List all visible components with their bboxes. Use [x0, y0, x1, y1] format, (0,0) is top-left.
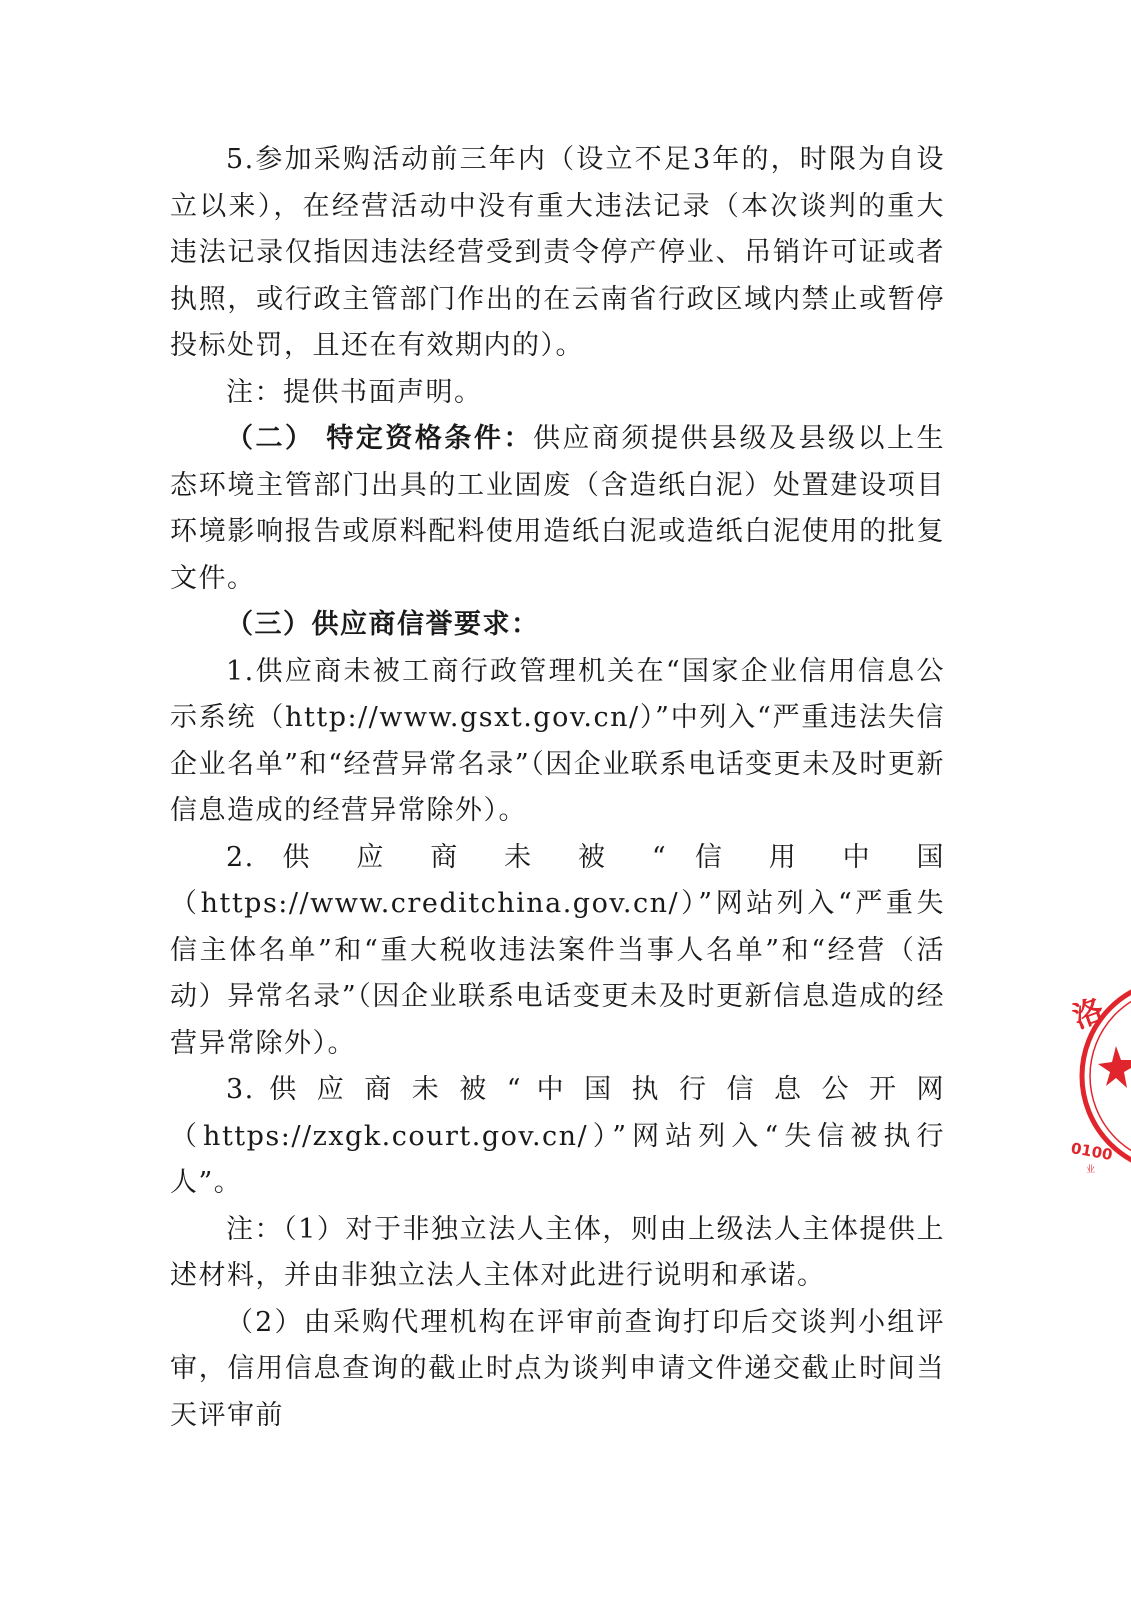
paragraph-credit-2-lead: 2. 供 应 商 未 被 “ 信 用 中 国: [226, 841, 945, 873]
specific-qualification-section: [170, 416, 945, 602]
seal-graphic: [1068, 976, 1131, 1176]
section-heading-2: （二） 特定资格条件：: [226, 423, 533, 454]
svg-text:0100: 0100: [1069, 1139, 1114, 1165]
section-heading-3: （三）供应商信誉要求：: [226, 609, 540, 640]
document-body: [170, 137, 945, 1439]
svg-text:洛: 洛: [1068, 992, 1109, 1036]
note-2: （2）由采购代理机构在评审前查询打印后交谈判小组评审，信用信息查询的截止时点为谈判申请文件递交截止时间当天评审前: [170, 1306, 945, 1431]
section-body-2: 供应商须提供县级及县级以上生态环境主管部门出具的工业固废（含造纸白泥）处置建设项目环境影响报告或原料配料使用造纸白泥或造纸白泥使用的批复文件。: [170, 423, 946, 594]
paragraph-item-5: 5.参加采购活动前三年内（设立不足3年的，时限为自设立以来），在经营活动中没有重大违法记录（本次谈判的重大违法记录仅指因违法经营受到责令停产停业、吊销许可证或者执照，或行政主管部门作出的在云南省行政区域内禁止或暂停投标处罚，且还在有效期内的）。: [170, 144, 945, 361]
svg-text:业: 业: [1086, 1165, 1096, 1175]
paragraph-credit-3-body: （https://zxgk.court.gov.cn/）”网站列入“失信被执行人”。: [170, 1120, 945, 1198]
note-written-statement: 注：提供书面声明。: [226, 376, 483, 408]
official-seal-stamp: [1068, 976, 1131, 1176]
paragraph-credit-2-body: （https://www.creditchina.gov.cn/）”网站列入“严重失信主体名单”和“重大税收违法案件当事人名单”和“经营（活动）异常名录”（因企业联系电话变更未及时更新信息造成的经营异常除外）。: [170, 888, 945, 1059]
note-1: 注：（1）对于非独立法人主体，则由上级法人主体提供上述材料，并由非独立法人主体对此进行说明和承诺。: [170, 1213, 945, 1291]
paragraph-credit-3-lead: 3. 供 应 商 未 被 “ 中 国 执 行 信 息 公 开 网: [226, 1074, 945, 1105]
paragraph-credit-1: 1.供应商未被工商行政管理机关在“国家企业信用信息公示系统（http://www.gsxt.gov.cn/）”中列入“严重违法失信企业名单”和“经营异常名录”（因企业联系电话变更未及时更新信息造成的经营异常除外）。: [170, 655, 945, 826]
